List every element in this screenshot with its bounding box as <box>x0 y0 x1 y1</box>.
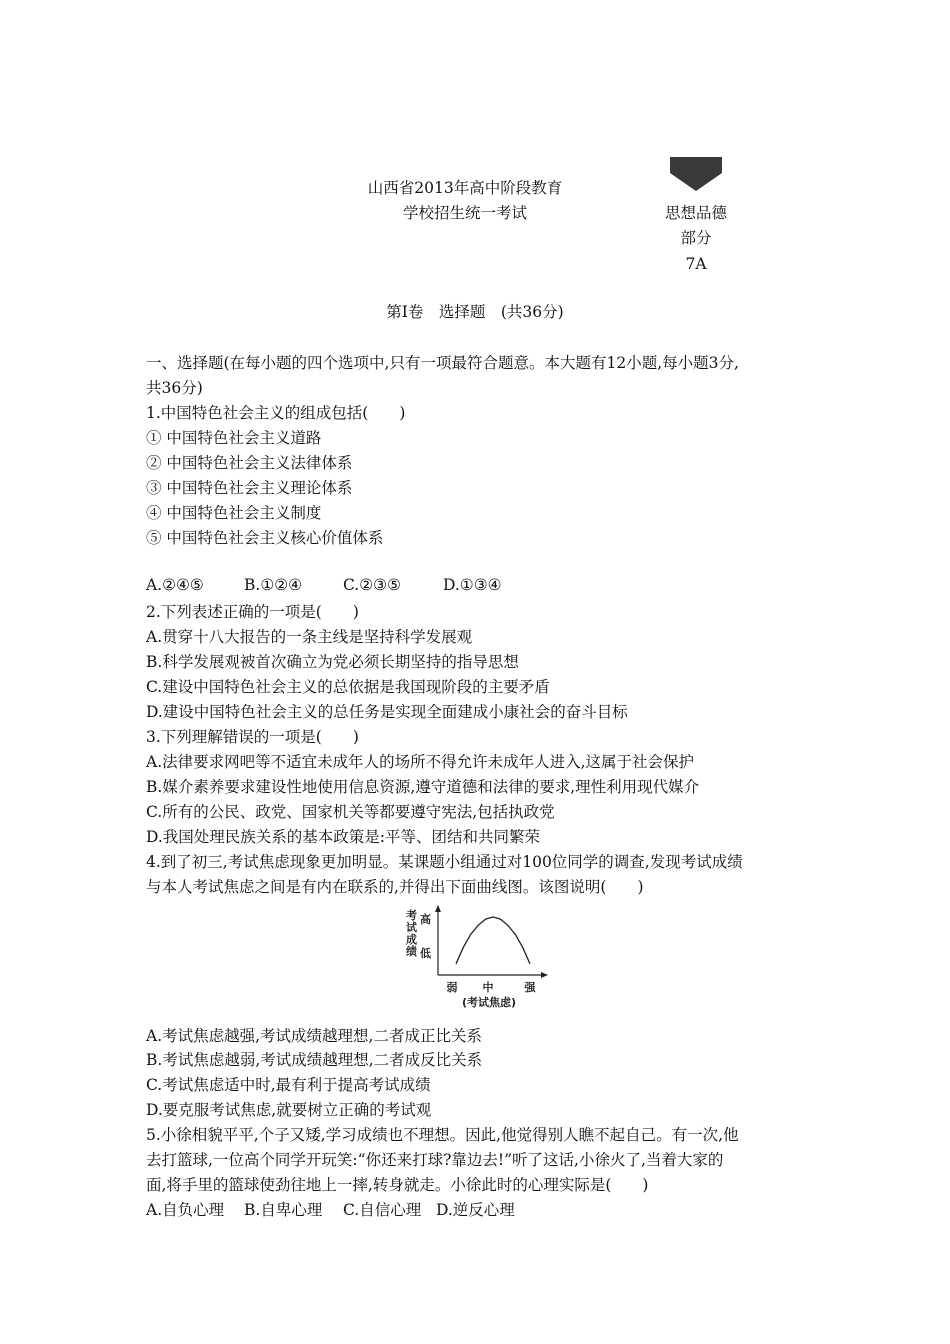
y-axis-label-char: 成 <box>406 933 417 946</box>
y-axis-label-char: 绩 <box>406 945 417 958</box>
y-axis-label-char: 考 <box>406 909 417 922</box>
section-marker-icon <box>670 157 722 191</box>
x-tick-label: 中 <box>482 981 494 994</box>
q3-stem: 3.下列理解错误的一项是( ) <box>146 728 359 746</box>
subject-code: 7A <box>685 255 707 273</box>
curve-line <box>456 917 530 964</box>
q3-option-b: B.媒介素养要求建设性地使用信息资源,遵守道德和法律的要求,理性利用现代媒介 <box>146 778 700 796</box>
q1-item: ② 中国特色社会主义法律体系 <box>146 454 353 472</box>
q4-stem-line-1: 4.到了初三,考试焦虑现象更加明显。某课题小组通过对100位同学的调查,发现考试成绩 <box>146 853 743 871</box>
section-title: 第Ⅰ卷 选择题 (共36分) <box>386 303 564 321</box>
q1-item: ⑤ 中国特色社会主义核心价值体系 <box>146 529 384 547</box>
instructions-line-2: 共36分) <box>146 379 203 397</box>
q3-option-a: A.法律要求网吧等不适宜未成年人的场所不得允许未成年人进入,这属于社会保护 <box>146 753 695 771</box>
q1-option-a: A.②④⑤ <box>146 576 204 594</box>
y-axis-arrow-icon <box>435 905 441 912</box>
y-tick-label: 低 <box>420 947 431 960</box>
q4-option-c: C.考试焦虑适中时,最有利于提高考试成绩 <box>146 1076 431 1094</box>
y-axis-label-char: 试 <box>406 921 417 934</box>
q3-option-d: D.我国处理民族关系的基本政策是:平等、团结和共同繁荣 <box>146 828 541 846</box>
y-tick-label: 高 <box>420 913 431 926</box>
q2-option-a: A.贯穿十八大报告的一条主线是坚持科学发展观 <box>146 628 473 646</box>
q1-option-b: B.①②④ <box>244 576 303 594</box>
title-line-2: 学校招生统一考试 <box>402 204 527 222</box>
q5-option-d: D.逆反心理 <box>436 1201 515 1219</box>
q5-stem-line-3: 面,将手里的篮球使劲往地上一摔,转身就走。小徐此时的心理实际是( ) <box>146 1176 649 1194</box>
q2-option-c: C.建设中国特色社会主义的总依据是我国现阶段的主要矛盾 <box>146 678 550 696</box>
q2-option-b: B.科学发展观被首次确立为党必须长期坚持的指导思想 <box>146 653 519 671</box>
q4-stem-line-2: 与本人考试焦虑之间是有内在联系的,并得出下面曲线图。该图说明( ) <box>146 878 644 896</box>
q4-option-b: B.考试焦虑越弱,考试成绩越理想,二者成反比关系 <box>146 1051 483 1069</box>
q1-option-d: D.①③④ <box>443 576 502 594</box>
q5-stem-line-2: 去打篮球,一位高个同学开玩笑:“你还来打球?靠边去!”听了这话,小徐火了,当着大家的 <box>146 1151 724 1169</box>
subject-line-2: 部分 <box>680 229 712 247</box>
q1-item: ④ 中国特色社会主义制度 <box>146 504 322 522</box>
q1-item: ③ 中国特色社会主义理论体系 <box>146 479 353 497</box>
q2-stem: 2.下列表述正确的一项是( ) <box>146 603 359 621</box>
q5-option-b: B.自卑心理 <box>244 1201 323 1219</box>
x-tick-label: 强 <box>524 981 536 994</box>
q1-item: ① 中国特色社会主义道路 <box>146 429 322 447</box>
x-axis-label: (考试焦虑) <box>461 996 517 1009</box>
x-tick-label: 弱 <box>446 981 458 994</box>
q3-option-c: C.所有的公民、政党、国家机关等都要遵守宪法,包括执政党 <box>146 803 555 821</box>
instructions-line-1: 一、选择题(在每小题的四个选项中,只有一项最符合题意。本大题有12小题,每小题3分, <box>146 354 739 372</box>
q5-option-a: A.自负心理 <box>146 1201 225 1219</box>
title-line-1: 山西省2013年高中阶段教育 <box>367 179 563 197</box>
subject-line-1: 思想品德 <box>664 204 727 222</box>
q2-option-d: D.建设中国特色社会主义的总任务是实现全面建成小康社会的奋斗目标 <box>146 703 628 721</box>
x-axis-arrow-icon <box>541 972 548 978</box>
q5-option-c: C.自信心理 <box>343 1201 422 1219</box>
q4-option-a: A.考试焦虑越强,考试成绩越理想,二者成正比关系 <box>146 1027 482 1045</box>
q5-stem-line-1: 5.小徐相貌平平,个子又矮,学习成绩也不理想。因此,他觉得别人瞧不起自己。有一次,他 <box>146 1126 739 1144</box>
q1-stem: 1.中国特色社会主义的组成包括( ) <box>146 404 406 422</box>
q4-option-d: D.要克服考试焦虑,就要树立正确的考试观 <box>146 1101 432 1119</box>
q1-option-c: C.②③⑤ <box>343 576 401 594</box>
anxiety-performance-chart <box>398 905 558 1013</box>
